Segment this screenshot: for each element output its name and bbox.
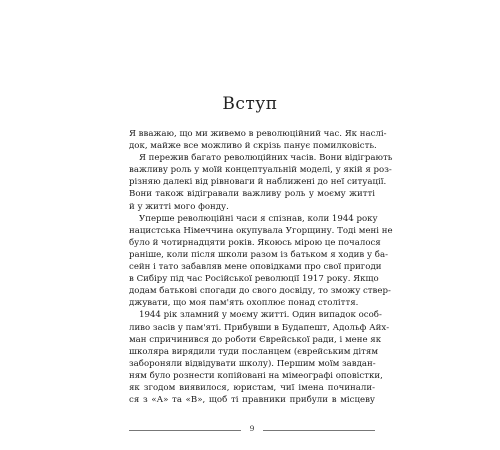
- text-line: ням було рознести копійовані на мімеографі оповістки,: [129, 370, 383, 381]
- chapter-title: Вступ: [222, 94, 278, 114]
- body-text: [129, 128, 393, 406]
- text-line: в Сибіру під час Російської революції 1917 року. Якщо: [129, 274, 379, 285]
- text-line: як згодом виявилося, юристам, чиї імена починали-: [129, 382, 375, 393]
- text-line: різняю далекі від рівноваги й наближені до неї ситуації.: [129, 177, 387, 188]
- text-line: ся з «А» та «В», щоб ті правники прибули в місцеву: [129, 395, 375, 406]
- text-line: було й чотирнадцяти років. Якоюсь мірою це почалося: [129, 237, 381, 248]
- text-line: джувати, що моя пам'ять охоплює понад століття.: [129, 298, 359, 309]
- paragraph: [129, 152, 393, 212]
- paragraph: [129, 128, 387, 152]
- paragraph: [129, 213, 393, 310]
- text-line: Я вважаю, що ми живемо в революційний час. Як наслі-: [129, 129, 387, 139]
- paragraph: [129, 309, 390, 406]
- text-line: додам батькові спогади до свого досвіду, то зможу ствер-: [129, 286, 391, 297]
- text-line: ман спричинився до роботи Єврейської ради, і мене як: [129, 334, 382, 345]
- page-footer: [129, 424, 375, 436]
- footer-rule-right: [263, 430, 375, 431]
- text-line: забороняли відвідувати школу). Першим моїм завдан-: [129, 358, 376, 369]
- page-number: 9: [249, 424, 255, 433]
- text-line: раніше, коли після школи разом із батьком я ходив у ба-: [129, 249, 388, 260]
- text-line: школяра вирядили туди посланцем (єврейським дітям: [129, 346, 379, 357]
- text-line: важливу роль у моїй концептуальній моделі, у якій я роз-: [129, 165, 392, 176]
- text-line: Вони також відігравали важливу роль у моєму житті: [129, 189, 375, 200]
- text-line: Уперше революційні часи я спізнав, коли 1944 року: [139, 213, 378, 224]
- text-line: ливо засів у пам'яті. Прибувши в Будапешт, Адольф Айх-: [129, 322, 390, 333]
- text-line: Я пережив багато революційних часів. Вони відіграють: [139, 153, 393, 164]
- text-line: й у житті мого фонду.: [129, 201, 229, 212]
- text-line: док, майже все можливо й скрізь панує помилковість.: [129, 141, 377, 152]
- text-line: сейн і тато забавляв мене оповідками про свої пригоди: [129, 262, 382, 273]
- text-line: нацистська Німеччина окупувала Угорщину. Тоді мені не: [129, 225, 393, 236]
- text-line: 1944 рік зламний у моєму житті. Один випадок особ-: [139, 310, 382, 321]
